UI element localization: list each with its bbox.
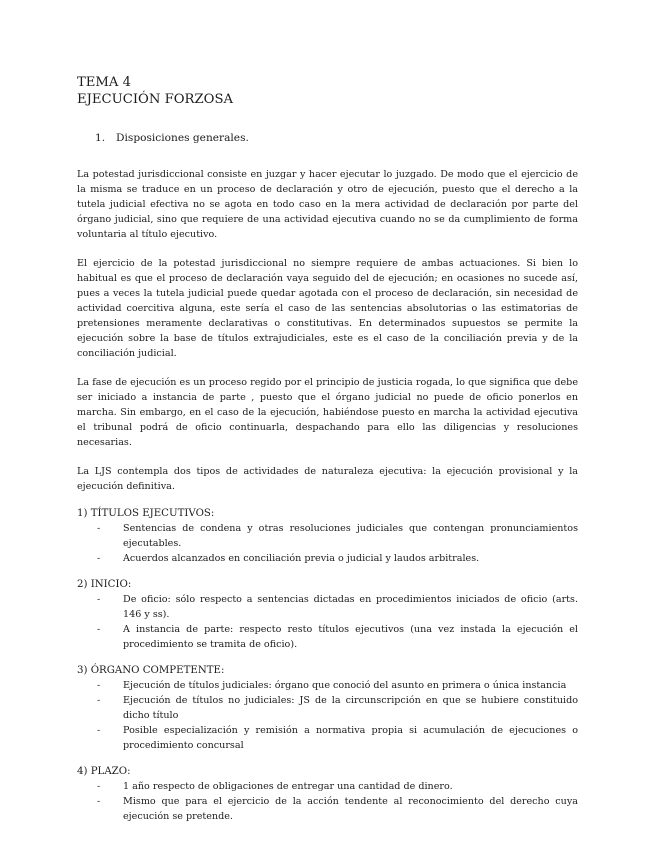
- dash-bullet: -: [97, 624, 101, 635]
- list-item-text: Posible especialización y remisión a normativa propia si acumulación de ejecuciones o procedimiento concursal: [123, 725, 578, 751]
- section-heading: 2) INICIO:: [77, 579, 132, 590]
- dash-bullet: -: [97, 695, 101, 706]
- list-item-text: A instancia de parte: respecto resto títulos ejecutivos (una vez instada la ejecución el procedimiento se tramita de oficio).: [123, 624, 578, 650]
- list-item: [97, 678, 578, 693]
- heading-label: Disposiciones generales.: [116, 132, 249, 144]
- section-organo: [77, 663, 578, 753]
- dash-bullet: -: [97, 680, 101, 691]
- section-heading: 1) TÍTULOS EJECUTIVOS:: [77, 508, 215, 519]
- paragraph-1: La potestad jurisdiccional consiste en juzgar y hacer ejecutar lo juzgado. De modo que el ejercicio de la misma se traduce en un proceso de declaración y otro de ejecución, puesto que el derecho a la tutela judicial efectiva no se agota en todo caso en la mera actividad de declaración por parte del órgano judicial, sino que requiere de una actividad ejecutiva cuando no se da cumplimiento de forma voluntaria al título ejecutivo.: [77, 169, 578, 240]
- section-inicio: [77, 577, 578, 652]
- dash-bullet: -: [97, 523, 101, 534]
- list-item-text: De oficio: sólo respecto a sentencias dictadas en procedimientos iniciados de oficio (arts. 146 y ss).: [123, 594, 578, 620]
- document-subtitle: EJECUCIÓN FORZOSA: [77, 92, 234, 107]
- bullet-list: [77, 521, 578, 566]
- paragraph-2: El ejercicio de la potestad jurisdiccional no siempre requiere de ambas actuaciones. Si bien lo habitual es que el proceso de declaración vaya seguido del de ejecución; en ocasiones no sucede así, pues a veces la tutela judicial puede quedar agotada con el proceso de declaración, sin necesidad de actividad coercitiva alguna, este sería el caso de las sentencias absolutorias o las estimatorias de pretensiones meramente declarativas o constitutivas. En determinados supuestos se permite la ejecución sobre la base de títulos extrajudiciales, este es el caso de la conciliación previa y de la conciliación judicial.: [77, 258, 578, 359]
- list-item: [97, 779, 578, 794]
- section-heading: 3) ÓRGANO COMPETENTE:: [77, 665, 225, 676]
- heading-number: 1.: [95, 132, 106, 144]
- list-item-text: Acuerdos alcanzados en conciliación previa o judicial y laudos arbitrales.: [123, 553, 480, 564]
- bullet-list: [77, 779, 578, 824]
- paragraph-3: La fase de ejecución es un proceso regido por el principio de justicia rogada, lo que significa que debe ser iniciado a instancia de parte , puesto que el órgano judicial no puede de oficio ponerlos en marcha. Sin embargo, en el caso de la ejecución, habiéndose puesto en marcha la actividad ejecutiva el tribunal podrá de oficio continuarla, despachando para ello las diligencias y resoluciones necesarias.: [77, 377, 578, 448]
- list-item: [97, 551, 578, 566]
- list-item: [97, 521, 578, 551]
- paragraph-4: La LJS contempla dos tipos de actividades de naturaleza ejecutiva: la ejecución provisional y la ejecución definitiva.: [77, 466, 578, 492]
- list-item: [97, 693, 578, 723]
- list-item-text: Ejecución de títulos no judiciales: JS de la circunscripción en que se hubiere constituido dicho título: [123, 695, 578, 721]
- list-item-text: 1 año respecto de obligaciones de entregar una cantidad de dinero.: [123, 781, 453, 792]
- dash-bullet: -: [97, 796, 101, 807]
- list-item: [97, 794, 578, 824]
- list-item: [97, 622, 578, 652]
- list-item-text: Mismo que para el ejercicio de la acción tendente al reconocimiento del derecho cuya ejecución se pretende.: [123, 796, 578, 822]
- list-item-text: Ejecución de títulos judiciales: órgano que conoció del asunto en primera o única instancia: [123, 680, 567, 691]
- list-item-text: Sentencias de condena y otras resoluciones judiciales que contengan pronunciamientos ejecutables.: [123, 523, 578, 549]
- list-item: [97, 723, 578, 753]
- dash-bullet: -: [97, 594, 101, 605]
- bullet-list: [77, 592, 578, 652]
- section-heading: 4) PLAZO:: [77, 766, 131, 777]
- section-plazo: [77, 764, 578, 824]
- dash-bullet: -: [97, 725, 101, 736]
- dash-bullet: -: [97, 781, 101, 792]
- bullet-list: [77, 678, 578, 753]
- dash-bullet: -: [97, 553, 101, 564]
- document-page: [77, 74, 578, 835]
- document-title: TEMA 4: [77, 75, 132, 90]
- section-titulos: [77, 506, 578, 566]
- numbered-heading: [77, 131, 578, 145]
- list-item: [97, 592, 578, 622]
